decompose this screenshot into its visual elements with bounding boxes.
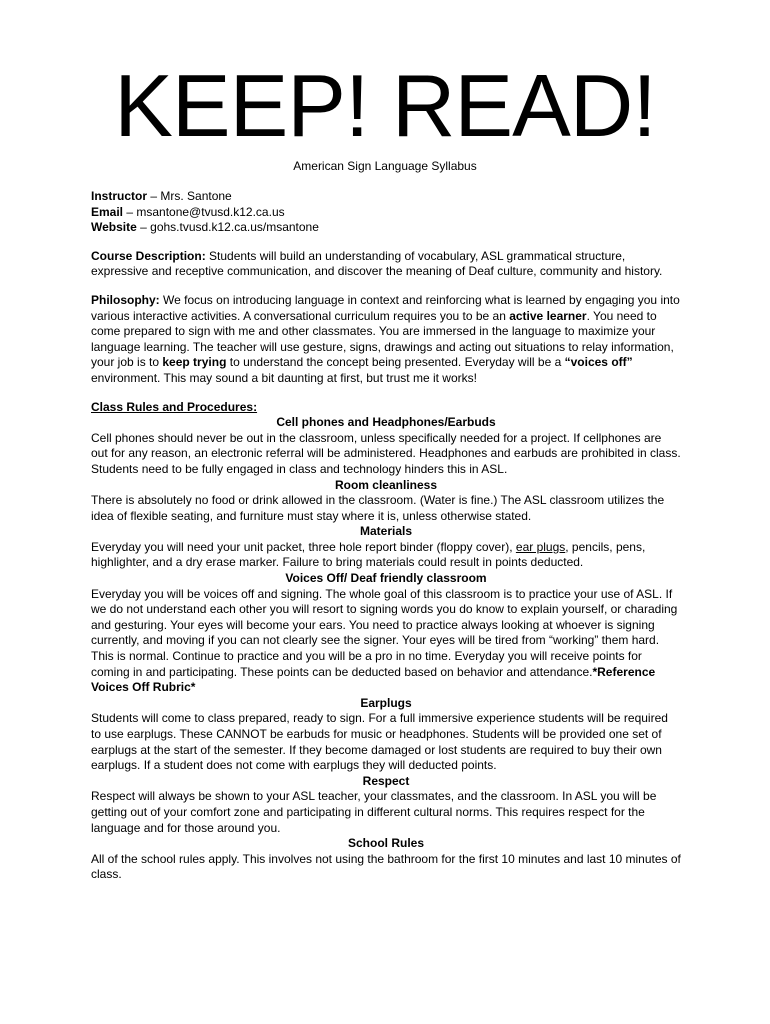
- respect-text: Respect will always be shown to your ASL teacher, your classmates, and the classroom. In ASL you will be getting out of your comfort zone and participating in different cultural norms. This requires respect for the language and for those around you.: [91, 789, 657, 835]
- website-line: [91, 220, 681, 236]
- phones-text: Cell phones should never be out in the classroom, unless specifically needed for a project. If cellphones are out for any reason, an electronic referral will be administered. Headphones and earbuds are prohibited in class. Students need to be fully engaged in class and technology hinders this in ASL.: [91, 430, 681, 476]
- course-description: [91, 249, 681, 280]
- document-body: [91, 189, 681, 883]
- ear-plugs-link[interactable]: ear plugs: [515, 539, 566, 554]
- instructor-line: [91, 189, 681, 205]
- philosophy-paragraph: [91, 293, 681, 387]
- respect-title: Respect: [362, 773, 410, 788]
- voices-rubric-ref: *Reference Voices Off Rubric*: [91, 664, 656, 695]
- philosophy-text-2: . You need to come prepared to sign with me and other classmates. You are immersed in the language to maximize your language learning. The teacher will use gesture, signs, drawings and acting out situations to relay information, your job is to: [91, 308, 674, 370]
- philosophy-text-3: to understand the concept being presented. Everyday will be a: [226, 355, 565, 370]
- school-rules-text: All of the school rules apply. This involves not using the bathroom for the first 10 minutes and last 10 minutes of class.: [91, 851, 681, 882]
- email-value: – msantone@tvusd.k12.ca.us: [123, 204, 285, 219]
- voices-text: [91, 587, 681, 696]
- rules-heading-text: Class Rules and Procedures:: [91, 399, 258, 414]
- voices-title: Voices Off/ Deaf friendly classroom: [285, 571, 487, 586]
- page-subtitle: American Sign Language Syllabus: [293, 159, 477, 173]
- email-line: [91, 205, 681, 221]
- materials-text: [91, 540, 681, 571]
- materials-text-1: Everyday you will need your unit packet, three hole report binder (floppy cover),: [91, 539, 516, 554]
- philosophy-text-4: environment. This may sound a bit daunting at first, but trust me it works!: [91, 370, 477, 385]
- materials-title: Materials: [359, 524, 413, 539]
- page-title: KEEP! READ!: [114, 56, 656, 155]
- earplugs-title: Earplugs: [360, 695, 412, 710]
- school-rules-title: School Rules: [347, 836, 424, 851]
- philosophy-text-1: We focus on introducing language in context and reinforcing what is learned by engaging you into various interactive activities. A conversational curriculum requires you to be an: [91, 292, 680, 323]
- philosophy-bold-3: “voices off”: [564, 355, 633, 370]
- philosophy-label: Philosophy:: [91, 292, 160, 307]
- rules-heading: [91, 400, 681, 416]
- email-label: Email: [91, 204, 124, 219]
- website-label: Website: [91, 220, 137, 235]
- phones-title: Cell phones and Headphones/Earbuds: [276, 415, 496, 430]
- philosophy-bold-1: active learner: [509, 308, 587, 323]
- voices-body: Everyday you will be voices off and signing. The whole goal of this classroom is to practice your use of ASL. If we do not understand each other you will resort to signing words you do know to explain yourself, or charading and gesturing. Your eyes will become your ears. You need to practice always looking at whoever is signing currently, and moving if you can not clearly see the signer. Your eyes will be tired from “working” them hard. This is normal. Continue to practice and you will be a pro in no time. Everyday you will receive points for coming in and participating. These points can be deducted based on behavior and attendance.: [91, 586, 678, 679]
- earplugs-text: Students will come to class prepared, ready to sign. For a full immersive experience students will be required to use earplugs. These CANNOT be earbuds for music or headphones. Students will be provided one set of earplugs at the start of the semester. If they become damaged or lost students are required to buy their own earplugs. If a student does not come with earplugs they will deducted points.: [91, 711, 668, 773]
- instructor-label: Instructor: [91, 189, 148, 203]
- materials-text-2: , pencils, pens, highlighter, and a dry erase marker. Failure to bring materials could result in points deducted.: [91, 539, 646, 570]
- course-text: Students will build an understanding of vocabulary, ASL grammatical structure, expressive and receptive communication, and discover the meaning of Deaf culture, community and history.: [91, 248, 663, 279]
- instructor-value: – Mrs. Santone: [147, 189, 232, 203]
- philosophy-bold-2: keep trying: [162, 355, 227, 370]
- room-title: Room cleanliness: [334, 477, 438, 492]
- course-label: Course Description:: [91, 248, 206, 263]
- room-text: There is absolutely no food or drink allowed in the classroom. (Water is fine.) The ASL classroom utilizes the idea of flexible seating, and furniture must stay where it is, unless otherwise stated.: [91, 493, 665, 523]
- website-value: – gohs.tvusd.k12.ca.us/msantone: [136, 220, 319, 235]
